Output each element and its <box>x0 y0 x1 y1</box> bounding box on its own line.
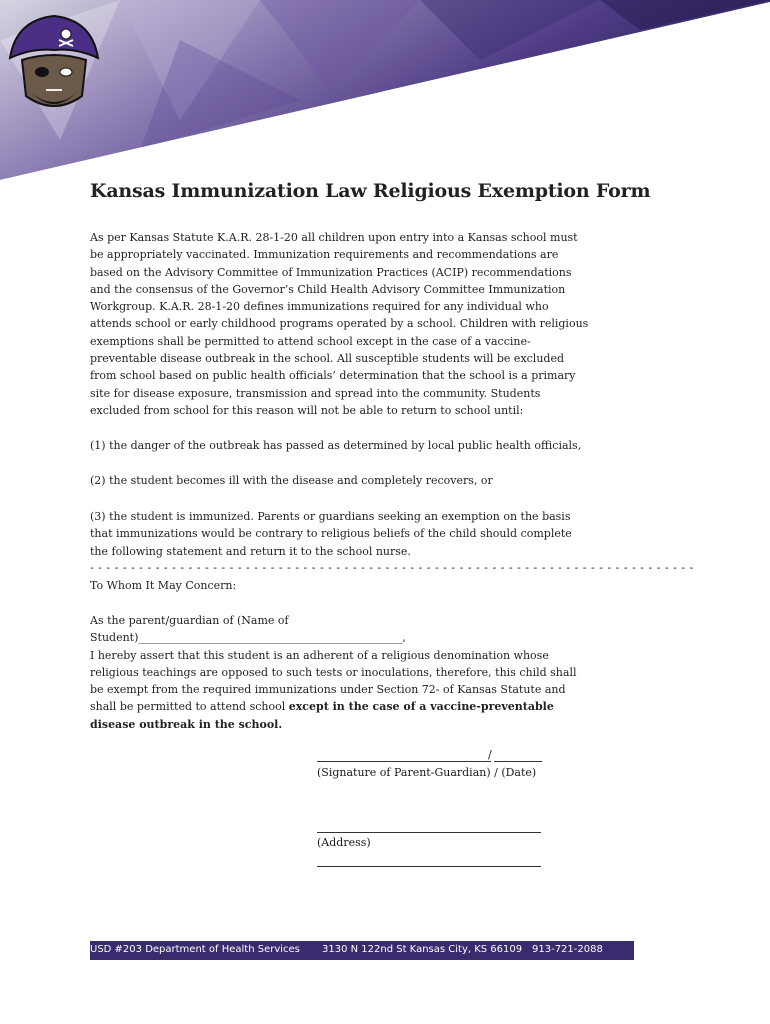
pirate-logo-icon <box>6 12 102 120</box>
signature-line[interactable] <box>317 761 491 762</box>
address-label: (Address) <box>317 836 371 849</box>
date-line[interactable] <box>494 761 542 762</box>
assertion-bold-clause: except in the case of a vaccine-preventable disease outbreak in the school. <box>90 700 554 731</box>
footer-bar <box>90 941 634 960</box>
header-banner <box>0 0 770 180</box>
signature-date-separator: / <box>488 748 492 761</box>
address-line-1[interactable] <box>317 832 541 833</box>
assertion-paragraph <box>90 612 590 733</box>
intro-paragraph: As per Kansas Statute K.A.R. 28-1-20 all children upon entry into a Kansas school must be appropriately vaccinated. Immunization requirements and recommendations are based on the Advisory Committee of Immunization Practices (ACIP) recommendations and the consensus of the Governor’s Child Health Advisory Committee Immunization Workgroup. K.A.R. 28-1-20 defines immunizations required for any individual who attends school or early childhood programs operated by a school. Children with religious exemptions shall be permitted to attend school except in the case of a vaccine-preventable disease outbreak in the school. All susceptible students will be excluded from school based on public health officials’ determination that the school is a primary site for disease exposure, transmission and spread into the community. Students excluded from school for this reason will not be able to return to school until: <box>90 231 589 417</box>
footer-department: USD #203 Department of Health Services <box>90 944 300 955</box>
signature-label: (Signature of Parent-Guardian) / (Date) <box>317 766 537 779</box>
salutation: To Whom It May Concern: <box>90 579 237 592</box>
address-line-2[interactable] <box>317 866 541 867</box>
cut-separator: - - - - - - - - - - - - - - - - - - - - - - - - - - - - - - - - - - - - - - - - - - - - - - - - - - - - - - - - - - - - - - - - - - - - - - - - - - <box>90 561 694 574</box>
assertion-body: I hereby assert that this student is an adherent of a religious denomination whose religious teachings are opposed to such tests or inoculations, therefore, this child shall be exempt from the required immunizations under Section 72- of Kansas Statute and shall be permitted to attend school <box>90 648 577 714</box>
assertion-student-line[interactable]: As the parent/guardian of (Name of Student)________________________________________________, <box>90 614 406 645</box>
condition-item-1: (1) the danger of the outbreak has passed as determined by local public health officials, <box>90 439 582 452</box>
page-title: Kansas Immunization Law Religious Exemption Form <box>90 180 651 202</box>
footer-address: 3130 N 122nd St Kansas City, KS 66109 <box>322 944 523 955</box>
footer-phone: 913-721-2088 <box>532 944 603 955</box>
condition-item-3: (3) the student is immunized. Parents or guardians seeking an exemption on the basis that immunizations would be contrary to religious beliefs of the child should complete the following statement and return it to the school nurse. <box>90 510 572 558</box>
condition-item-2: (2) the student becomes ill with the disease and completely recovers, or <box>90 474 493 487</box>
